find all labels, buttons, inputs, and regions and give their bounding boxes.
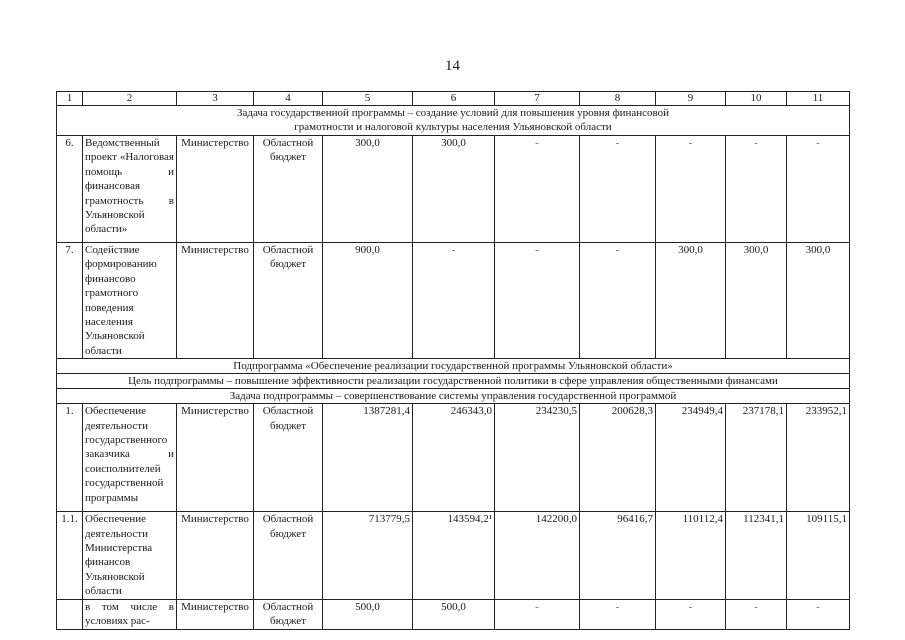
col-num: 6: [413, 92, 495, 106]
row-number: 1.1.: [57, 512, 83, 599]
value-cell: 300,0: [787, 243, 850, 359]
value-cell: 1387281,4: [323, 404, 413, 512]
value-cell: -: [413, 243, 495, 359]
funding-source: Областной бюджет: [254, 512, 323, 599]
value-cell: 237178,1: [726, 404, 787, 512]
col-num: 5: [323, 92, 413, 106]
col-num: 2: [83, 92, 177, 106]
col-num: 9: [656, 92, 726, 106]
subprogram-heading: Подпрограмма «Обеспечение реализации государственной программы Ульяновской области»: [57, 359, 850, 374]
value-cell: -: [656, 136, 726, 243]
row-number: [57, 599, 83, 629]
row-number: 7.: [57, 243, 83, 359]
budget-table: [56, 91, 850, 630]
value-cell: 142200,0: [495, 512, 580, 599]
section-row: [57, 374, 850, 389]
value-cell: 233952,1: [787, 404, 850, 512]
col-num: 11: [787, 92, 850, 106]
funding-source: Областной бюджет: [254, 599, 323, 629]
task-heading: Задача подпрограммы – совершенствование системы управления государственной программой: [57, 389, 850, 404]
value-cell: 300,0: [323, 136, 413, 243]
row-number: 1.: [57, 404, 83, 512]
value-cell: 300,0: [656, 243, 726, 359]
activity-name: Содействие формированию финансово грамотного поведения населения Ульяновской области: [83, 243, 177, 359]
section-row: [57, 106, 850, 136]
value-cell: 110112,4: [656, 512, 726, 599]
value-cell: 900,0: [323, 243, 413, 359]
value-cell: -: [580, 243, 656, 359]
activity-name: Обеспечение деятельности государственного заказчика и соисполнителей государственной программы: [83, 404, 177, 512]
table-row: [57, 599, 850, 629]
funding-source: Областной бюджет: [254, 404, 323, 512]
value-cell: 300,0: [726, 243, 787, 359]
executor: Министерство: [177, 243, 254, 359]
value-cell: 200628,3: [580, 404, 656, 512]
value-cell: -: [495, 599, 580, 629]
value-cell: 500,0: [323, 599, 413, 629]
section-row: [57, 389, 850, 404]
value-cell: 109115,1: [787, 512, 850, 599]
value-cell: -: [495, 243, 580, 359]
value-cell: -: [787, 599, 850, 629]
col-num: 4: [254, 92, 323, 106]
value-cell: -: [580, 136, 656, 243]
activity-name: в том числе в условиях рас-: [83, 599, 177, 629]
column-number-row: [57, 92, 850, 106]
value-cell: 500,0: [413, 599, 495, 629]
value-cell: -: [726, 599, 787, 629]
table-row: [57, 243, 850, 359]
funding-source: Областной бюджет: [254, 243, 323, 359]
table-row: [57, 404, 850, 512]
executor: Министерство: [177, 404, 254, 512]
executor: Министерство: [177, 136, 254, 243]
col-num: 10: [726, 92, 787, 106]
value-cell: 246343,0: [413, 404, 495, 512]
value-cell: 234949,4: [656, 404, 726, 512]
col-num: 1: [57, 92, 83, 106]
value-cell: 112341,1: [726, 512, 787, 599]
executor: Министерство: [177, 599, 254, 629]
col-num: 7: [495, 92, 580, 106]
value-cell: 713779,5: [323, 512, 413, 599]
col-num: 3: [177, 92, 254, 106]
row-number: 6.: [57, 136, 83, 243]
col-num: 8: [580, 92, 656, 106]
activity-name: Ведомственный проект «Налоговая помощь и финансовая грамотность в Ульяновской области»: [83, 136, 177, 243]
value-cell: -: [787, 136, 850, 243]
funding-source: Областной бюджет: [254, 136, 323, 243]
value-cell: -: [726, 136, 787, 243]
value-cell: -: [656, 599, 726, 629]
page-number: 14: [445, 58, 460, 74]
value-cell: 143594,2¹: [413, 512, 495, 599]
table-row: [57, 136, 850, 243]
value-cell: 300,0: [413, 136, 495, 243]
task-heading: Задача государственной программы – создание условий для повышения уровня финансовой грамотности и налоговой культуры населения Ульяновской области: [57, 106, 850, 136]
activity-name: Обеспечение деятельности Министерства финансов Ульяновской области: [83, 512, 177, 599]
section-row: [57, 359, 850, 374]
value-cell: -: [495, 136, 580, 243]
executor: Министерство: [177, 512, 254, 599]
value-cell: -: [580, 599, 656, 629]
goal-heading: Цель подпрограммы – повышение эффективности реализации государственной политики в сфере управления общественными финансами: [57, 374, 850, 389]
value-cell: 96416,7: [580, 512, 656, 599]
value-cell: 234230,5: [495, 404, 580, 512]
table-row: [57, 512, 850, 599]
